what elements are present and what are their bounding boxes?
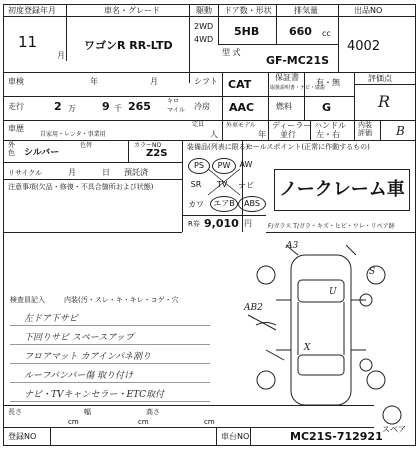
note-line-3: フロアマット カアインパネ割り xyxy=(24,352,152,362)
car-name-value: ワゴンR RR-LTD xyxy=(84,39,173,52)
paid-label: 預託済 xyxy=(124,168,148,177)
cc-unit: cc xyxy=(322,29,331,38)
model-value: GF-MC21S xyxy=(266,54,330,67)
day-label: 日 xyxy=(102,168,110,177)
displacement-label: 排気量 xyxy=(294,6,318,15)
diagram-mark-a3: A3 xyxy=(286,241,299,251)
grid-line xyxy=(10,382,210,383)
month-unit: 月 xyxy=(150,77,158,86)
warranty-sub: 取扱説明書・ナビ・取説 xyxy=(270,85,326,91)
mile-unit: マイル xyxy=(167,107,185,114)
recycle-label: リサイクル xyxy=(8,169,43,177)
length-label: 長さ xyxy=(8,408,22,416)
shift-label: シフト xyxy=(194,77,218,86)
chassis-label: 車台NO xyxy=(221,432,250,441)
grid-line xyxy=(4,162,182,163)
grid-line xyxy=(4,179,182,180)
selling-point-box xyxy=(274,169,410,211)
ac-label: 冷房 xyxy=(194,102,210,111)
equip-pw: PW xyxy=(212,158,236,174)
cm-unit: cm xyxy=(138,418,149,426)
grid-line xyxy=(216,427,217,445)
equipment-label: 装備品(列表に限る) xyxy=(187,143,249,151)
interior-value: B xyxy=(396,124,405,138)
reg-month-value: 11 xyxy=(18,33,38,51)
grid-line xyxy=(182,140,183,232)
note-line-1: 左ドア下サビ xyxy=(24,314,78,324)
grid-line xyxy=(66,5,67,61)
month-unit: 月 xyxy=(57,51,65,60)
grid-line xyxy=(310,120,311,140)
year-unit: 年 xyxy=(90,77,98,86)
inspection-label: 車検 xyxy=(8,77,24,86)
first-reg-label: 初度登録年月 xyxy=(8,6,56,15)
grid-line xyxy=(4,427,374,428)
displacement-value: 660 xyxy=(289,25,312,38)
grid-line xyxy=(182,215,266,216)
warranty-value: 有・無 xyxy=(316,78,340,87)
grid-line xyxy=(250,427,251,445)
diagram-mark-ab2: AB2 xyxy=(244,303,263,313)
diagram-mark-x: X xyxy=(304,343,311,353)
handle-value: 左・右 xyxy=(316,130,340,139)
interior-label: 内装評価 xyxy=(358,121,372,137)
equipment-strike-lines xyxy=(184,155,268,215)
cm-unit: cm xyxy=(68,418,79,426)
equip-sr: SR xyxy=(190,180,202,189)
yen-unit: 円 xyxy=(244,219,252,228)
name-grade-label: 車名・グレード xyxy=(104,6,160,15)
note-line-5: ナビ・TVキャンセラー・ETC取付 xyxy=(24,390,164,400)
grid-line xyxy=(4,140,415,141)
grid-line xyxy=(380,120,381,140)
listing-no-value: 4002 xyxy=(347,39,381,54)
diagram-mark-s: S xyxy=(369,267,376,277)
cm-unit: cm xyxy=(204,418,215,426)
capacity-unit: 人 xyxy=(210,130,218,139)
equip-tv: TV xyxy=(216,180,228,189)
inspection-notes-label: 検査員記入 xyxy=(10,296,45,304)
sen-unit: 千 xyxy=(114,104,122,113)
width-label: 幅 xyxy=(84,408,91,416)
color-no-label: カラーNO xyxy=(134,142,162,149)
grid-line xyxy=(266,232,415,233)
year-unit: 年 xyxy=(258,130,266,139)
drive-2wd: 2WD xyxy=(194,22,214,31)
equip-leather: カワ xyxy=(188,200,204,209)
month-label: 月 xyxy=(68,168,76,177)
note-line-4: ルーフバンパー傷 取り付け xyxy=(24,371,134,381)
diagram-mark-u: U xyxy=(329,287,337,297)
grid-line xyxy=(354,84,415,85)
selling-point-text: ノークレーム車 xyxy=(279,179,405,200)
equip-navi: ナビ xyxy=(238,181,254,190)
equip-abs: ABS xyxy=(238,196,266,212)
grid-line xyxy=(128,140,129,162)
dealer-label: ディーラー xyxy=(272,121,312,130)
grid-line xyxy=(268,72,269,140)
dealer-value: 並行 xyxy=(280,130,296,139)
inspection-categories: 内装(汚・スレ・キ・キレ・コゲ・穴 xyxy=(64,296,179,304)
color-change-label: 色替 xyxy=(80,142,93,149)
grid-line xyxy=(50,427,51,445)
door-value: 5HB xyxy=(234,25,260,38)
color-value: シルバー xyxy=(24,148,60,158)
reg-no-label: 登録NO xyxy=(8,432,37,441)
auction-inspection-sheet xyxy=(3,4,416,446)
spare-label: スペア xyxy=(382,425,406,434)
history-options: 自家用・レンタ・事業用 xyxy=(40,131,106,138)
rating-label: 評価点 xyxy=(368,74,392,83)
selling-point-label: セールスポイント(正常に作動するもの) xyxy=(246,143,370,151)
grid-line xyxy=(10,401,210,402)
recycle-fee-label: R券 xyxy=(188,220,200,228)
grid-line xyxy=(10,344,210,345)
mileage-label: 走行 xyxy=(8,102,24,111)
chassis-value: MC21S-712921 xyxy=(290,430,383,443)
car-damage-diagram xyxy=(236,240,406,420)
note-line-2: 下回りサビ スペースアップ xyxy=(24,333,134,343)
equip-ps: PS xyxy=(188,158,210,174)
mileage-digit-3: 265 xyxy=(128,100,151,113)
spare-tire-icon xyxy=(380,403,404,427)
grid-line xyxy=(4,405,374,406)
ac-value: AAC xyxy=(229,101,255,114)
color-label: 外色 xyxy=(8,141,15,157)
grid-line xyxy=(222,120,223,140)
shift-value: CAT xyxy=(228,78,252,91)
drive-label: 駆動 xyxy=(196,6,212,15)
grid-line xyxy=(10,325,210,326)
grid-line xyxy=(276,5,277,44)
history-label: 車歴 xyxy=(8,124,24,133)
grid-line xyxy=(4,232,182,233)
model-label: 型 式 xyxy=(222,48,241,57)
drive-4wd: 4WD xyxy=(194,35,214,44)
height-label: 高さ xyxy=(146,408,160,416)
listing-no-label: 出品NO xyxy=(354,6,383,15)
grid-line xyxy=(218,44,338,45)
fuel-label: 燃料 xyxy=(276,102,292,111)
fuel-value: G xyxy=(322,101,332,114)
handle-label: ハンドル xyxy=(314,121,346,130)
man-unit: 万 xyxy=(68,104,76,113)
equip-airbag: エアB xyxy=(210,196,238,212)
notes-label: 注意事項(欠品・修復・不具合箇所および状態) xyxy=(8,183,154,191)
grid-line xyxy=(10,363,210,364)
grid-line xyxy=(354,72,355,140)
grid-line xyxy=(218,5,219,44)
km-unit: キロ xyxy=(167,98,180,105)
mileage-digit-2: 9 xyxy=(102,100,110,113)
equip-aw: AW xyxy=(239,160,253,169)
door-label: ドア数・形状 xyxy=(224,6,272,15)
warranty-label: 保証書 xyxy=(275,73,299,82)
rating-value: R xyxy=(378,92,391,111)
recycle-fee-value: 9,010 xyxy=(204,217,239,230)
color-no-value: Z2S xyxy=(146,148,168,159)
mileage-digit-1: 2 xyxy=(54,100,62,113)
grid-line xyxy=(338,5,339,72)
exterior-label: 外車モデル xyxy=(226,122,256,129)
capacity-label: 定員 xyxy=(192,121,205,128)
extras-label: F/ガラス T/ガラ・キズ・ヒビ・ワレ・リペア跡 xyxy=(268,223,395,230)
